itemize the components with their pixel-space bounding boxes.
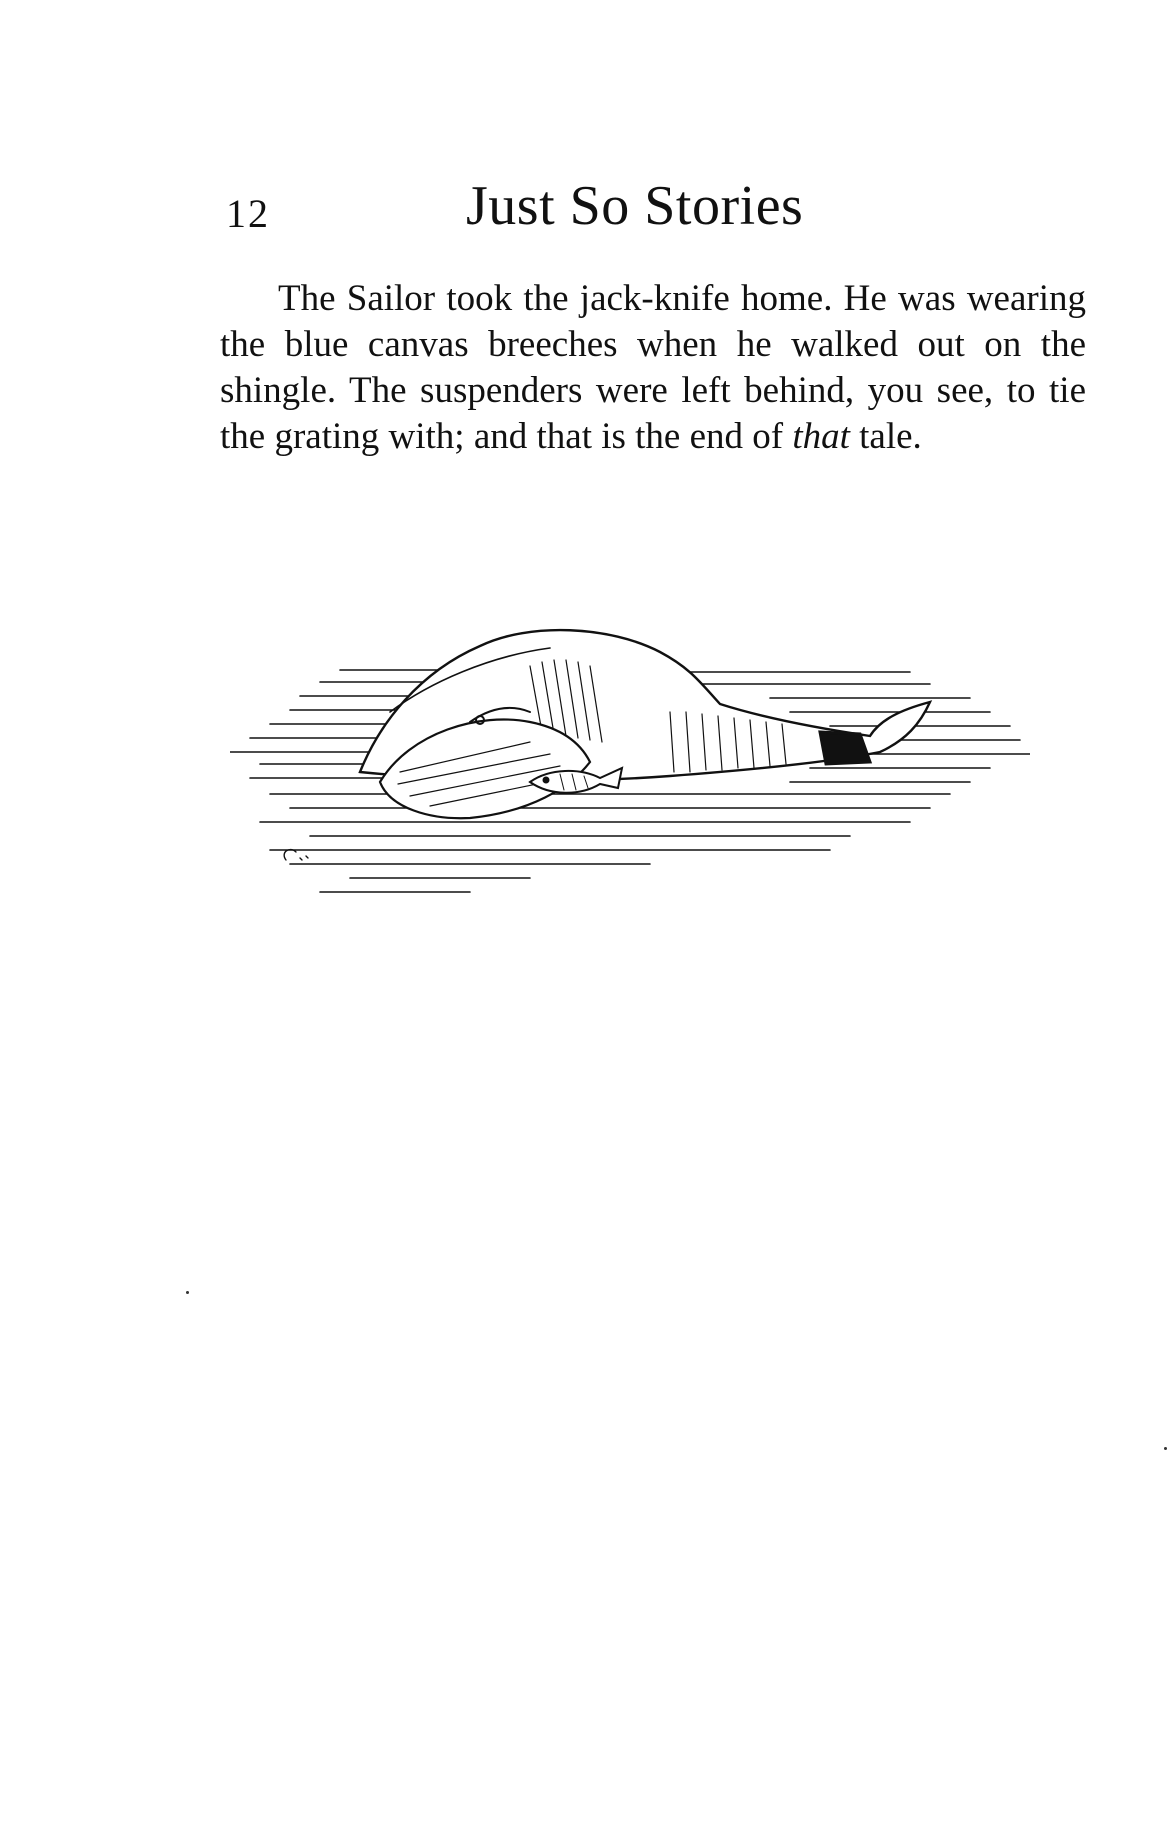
body-paragraph [220, 276, 1086, 460]
whale-swimming-illustration-icon [230, 612, 1030, 902]
paragraph-ending: tale. [849, 416, 922, 457]
page-header [220, 175, 1090, 254]
page-number: 12 [226, 191, 270, 236]
running-title: Just So Stories [466, 175, 804, 237]
paragraph-text: The Sailor took the jack-knife home. He was wearing the blue canvas breeches when he walked out on the shingle. The suspenders were left behind, you see, to tie the grating with; and that is the end of [220, 278, 1086, 457]
print-speck [186, 1291, 189, 1294]
emphasized-word: that [792, 416, 850, 457]
print-speck [1164, 1447, 1167, 1450]
